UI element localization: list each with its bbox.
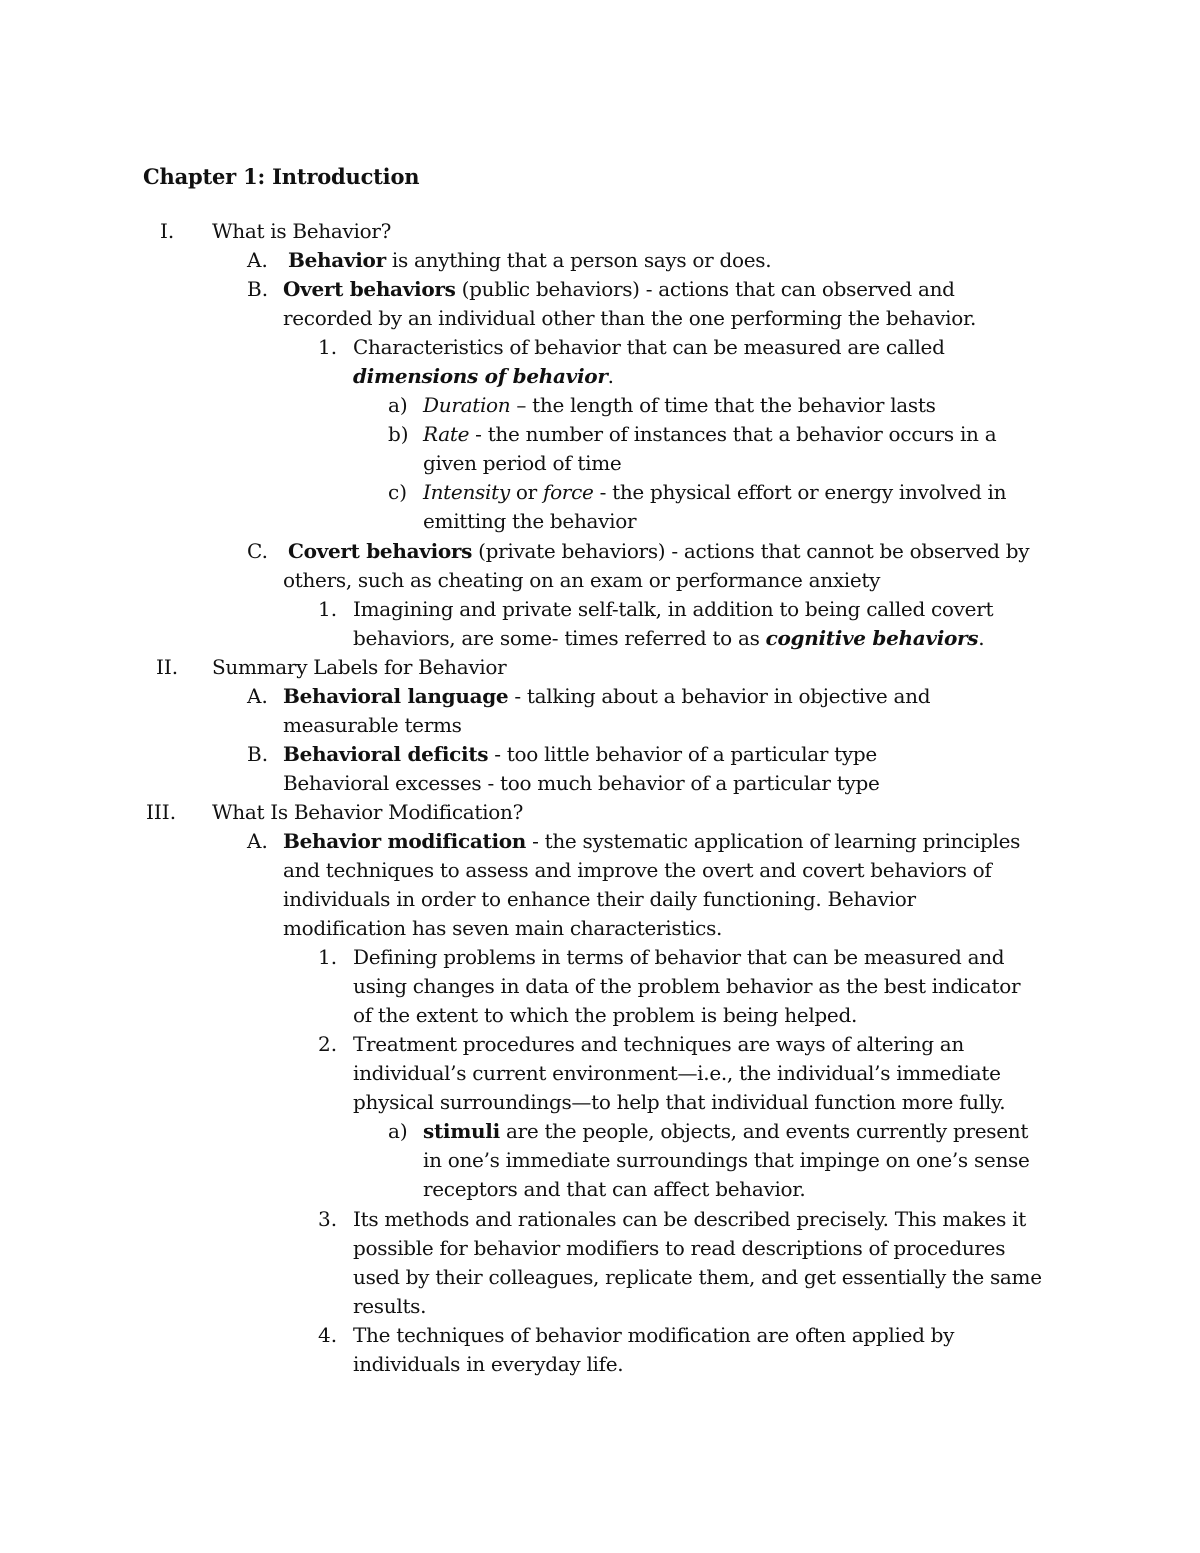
list-item-continuation: using changes in data of the problem behavior as the best indicator: [353, 974, 1021, 998]
term: Rate: [423, 422, 470, 446]
list-item: [288, 246, 771, 275]
list-item: [423, 391, 936, 420]
chapter-title: Chapter 1: Introduction: [143, 164, 420, 189]
term: dimensions of behavior: [353, 364, 608, 388]
list-item-continuation: possible for behavior modifiers to read descriptions of procedures: [353, 1236, 1006, 1260]
term: Duration: [423, 393, 511, 417]
list-item: [283, 682, 930, 711]
list-item-continuation: others, such as cheating on an exam or performance anxiety: [283, 568, 881, 592]
list-item-continuation: and techniques to assess and improve the overt and covert behaviors of: [283, 858, 992, 882]
term: Overt behaviors: [283, 277, 456, 301]
list-item: Defining problems in terms of behavior that can be measured and: [353, 945, 1005, 969]
item-marker: 2.: [318, 1032, 338, 1056]
definition: is anything that a person says or does.: [385, 248, 772, 272]
item-marker: 1.: [318, 597, 338, 621]
list-item: [423, 1117, 1028, 1146]
section-heading: What is Behavior?: [212, 219, 392, 243]
item-marker: a): [388, 393, 408, 417]
list-item-continuation: recorded by an individual other than the one performing the behavior.: [283, 306, 977, 330]
list-item-continuation: [353, 362, 614, 391]
list-item-continuation: individual’s current environment—i.e., the individual’s immediate: [353, 1061, 1001, 1085]
list-item-continuation: Behavioral excesses - too much behavior of a particular type: [283, 771, 880, 795]
term: Behavioral language: [283, 684, 509, 708]
term: Behavioral deficits: [283, 742, 489, 766]
list-item: [283, 740, 877, 769]
item-marker: 4.: [318, 1323, 338, 1347]
definition: - talking about a behavior in objective and: [508, 684, 931, 708]
definition: (public behaviors) - actions that can observed and: [455, 277, 955, 301]
item-marker: A.: [247, 248, 268, 272]
definition: - too little behavior of a particular type: [488, 742, 877, 766]
list-item-continuation: modification has seven main characteristics.: [283, 916, 723, 940]
list-item: Imagining and private self-talk, in addition to being called covert: [353, 597, 994, 621]
punctuation: .: [607, 364, 614, 388]
term: Intensity: [423, 480, 510, 504]
item-marker: 1.: [318, 945, 338, 969]
term: Behavior: [288, 248, 386, 272]
term: cognitive behaviors: [765, 626, 979, 650]
list-item-continuation: [353, 624, 984, 653]
definition: - the number of instances that a behavior occurs in a: [469, 422, 997, 446]
section-marker: II.: [156, 655, 179, 679]
item-marker: B.: [247, 277, 269, 301]
item-marker: A.: [247, 829, 268, 853]
item-marker: B.: [247, 742, 269, 766]
definition: - the systematic application of learning principles: [526, 829, 1021, 853]
list-item-continuation: receptors and that can affect behavior.: [423, 1177, 806, 1201]
definition: are the people, objects, and events currently present: [499, 1119, 1029, 1143]
list-item: [283, 275, 955, 304]
list-item-continuation: used by their colleagues, replicate them, and get essentially the same: [353, 1265, 1042, 1289]
item-marker: 1.: [318, 335, 338, 359]
definition: - the physical effort or energy involved in: [593, 480, 1007, 504]
list-item-continuation: results.: [353, 1294, 427, 1318]
item-marker: c): [388, 480, 408, 504]
section-heading: Summary Labels for Behavior: [212, 655, 507, 679]
list-item: Its methods and rationales can be described precisely. This makes it: [353, 1207, 1026, 1231]
list-item-continuation: emitting the behavior: [423, 509, 637, 533]
section-marker: III.: [146, 800, 177, 824]
item-marker: 3.: [318, 1207, 338, 1231]
definition: (private behaviors) - actions that cannot be observed by: [472, 539, 1030, 563]
list-item-continuation: of the extent to which the problem is being helped.: [353, 1003, 858, 1027]
definition: – the length of time that the behavior lasts: [510, 393, 936, 417]
list-item: [423, 478, 1006, 507]
list-item-continuation: individuals in everyday life.: [353, 1352, 624, 1376]
item-marker: a): [388, 1119, 408, 1143]
list-item-continuation: measurable terms: [283, 713, 462, 737]
list-item: [283, 827, 1020, 856]
term: Covert behaviors: [288, 539, 473, 563]
list-item: Treatment procedures and techniques are ways of altering an: [353, 1032, 964, 1056]
section-heading: What Is Behavior Modification?: [212, 800, 523, 824]
punctuation: .: [978, 626, 985, 650]
list-item: The techniques of behavior modification are often applied by: [353, 1323, 955, 1347]
item-marker: C.: [247, 539, 268, 563]
term: stimuli: [423, 1119, 500, 1143]
list-item-continuation: individuals in order to enhance their daily functioning. Behavior: [283, 887, 916, 911]
item-marker: A.: [247, 684, 268, 708]
list-item: Characteristics of behavior that can be measured are called: [353, 335, 945, 359]
section-marker: I.: [160, 219, 175, 243]
term: Behavior modification: [283, 829, 527, 853]
list-item-continuation: physical surroundings—to help that individual function more fully.: [353, 1090, 1006, 1114]
item-marker: b): [388, 422, 409, 446]
conjunction: or: [509, 480, 543, 504]
list-item-continuation: given period of time: [423, 451, 622, 475]
text: behaviors, are some- times referred to as: [353, 626, 766, 650]
list-item: [288, 537, 1029, 566]
list-item-continuation: in one’s immediate surroundings that impinge on one’s sense: [423, 1148, 1030, 1172]
list-item: [423, 420, 996, 449]
term: force: [542, 480, 594, 504]
